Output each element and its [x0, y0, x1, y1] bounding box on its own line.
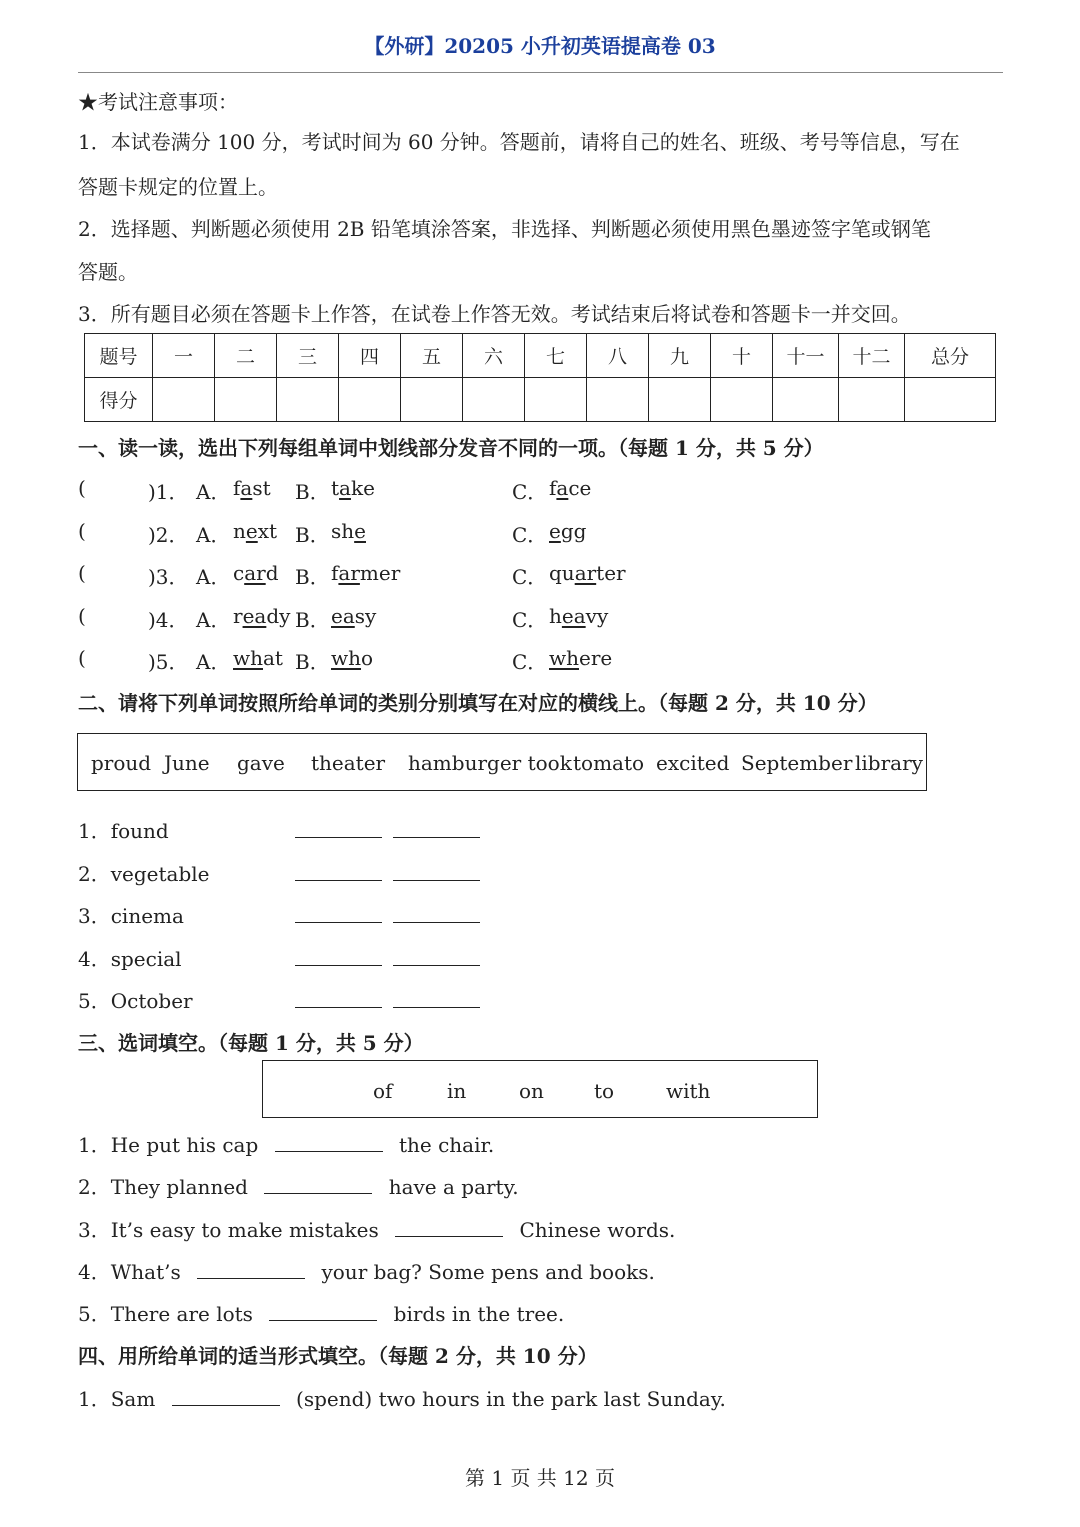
sentence-after: Chinese words. [519, 1218, 676, 1242]
header-divider [78, 72, 1003, 73]
fill-sentence [78, 1214, 675, 1243]
answer-blank[interactable] [393, 837, 480, 838]
category-row [78, 815, 498, 841]
answer-blank[interactable] [197, 1259, 305, 1279]
sentence-after: (spend) two hours in the park last Sunday. [296, 1387, 726, 1411]
word-part: gg [560, 519, 587, 543]
word-bank-item: excited [656, 751, 730, 775]
word-part: mer [359, 561, 401, 585]
word-part: c [233, 561, 245, 585]
category-word: 1．found [78, 819, 169, 843]
word-part: ter [596, 561, 626, 585]
category-word: 4．special [78, 947, 182, 971]
word-part: sy [354, 604, 377, 628]
score-cell [839, 378, 905, 422]
answer-blank[interactable] [295, 837, 382, 838]
answer-paren-open[interactable]: ( [78, 561, 86, 585]
word-bank-item: on [519, 1079, 544, 1103]
underlined-letters: wh [331, 646, 361, 670]
sentence-before: 5．There are lots [78, 1302, 253, 1326]
sentence-after: birds in the tree. [393, 1302, 565, 1326]
option-c-label: C． [512, 523, 548, 547]
score-table-header-row [85, 334, 996, 378]
answer-blank[interactable] [264, 1174, 372, 1194]
underlined-letters: a [556, 476, 569, 500]
score-table-column: 十一 [773, 334, 839, 378]
answer-blank[interactable] [393, 1007, 480, 1008]
score-table-column: 五 [401, 334, 463, 378]
option-b-label: B． [295, 523, 330, 547]
score-table-column: 九 [649, 334, 711, 378]
word-part: d [265, 561, 279, 585]
word-bank-item: library [855, 751, 923, 775]
answer-blank[interactable] [393, 880, 480, 881]
question-number: )5． [148, 650, 189, 674]
score-cell [401, 378, 463, 422]
word-part: f [233, 476, 241, 500]
answer-paren-open[interactable]: ( [78, 476, 86, 500]
score-table-row-head: 得分 [85, 378, 153, 422]
word-bank-item: proud [91, 751, 152, 775]
option-c-label: C． [512, 480, 548, 504]
sentence-before: 2．They planned [78, 1175, 248, 1199]
underlined-letters: ar [338, 561, 360, 585]
sentence-before: 1．He put his cap [78, 1133, 259, 1157]
option-b-word [331, 646, 373, 670]
option-a-word [233, 476, 271, 500]
page-header-title: 【外研】20205 小升初英语提高卷 03 [364, 34, 716, 58]
answer-blank[interactable] [393, 965, 480, 966]
score-cell [711, 378, 773, 422]
category-word: 2．vegetable [78, 862, 210, 886]
category-row [78, 900, 498, 926]
sentence-before: 1．Sam [78, 1387, 156, 1411]
category-row [78, 943, 498, 969]
option-b-label: B． [295, 565, 330, 589]
underlined-letters: e [549, 519, 561, 543]
score-cell [773, 378, 839, 422]
word-part: dy [266, 604, 291, 628]
notice-line: 答题卡规定的位置上。 [78, 175, 278, 199]
word-part: ce [568, 476, 592, 500]
fill-sentence [78, 1256, 655, 1285]
notice-line: 3．所有题目必须在答题卡上作答，在试卷上作答无效。考试结束后将试卷和答题卡一并交回。 [78, 302, 911, 326]
word-part: r [233, 604, 243, 628]
fill-sentence [78, 1298, 564, 1327]
word-part: qu [549, 561, 575, 585]
question-row [78, 604, 978, 630]
option-c-word [549, 519, 586, 543]
question-row [78, 519, 978, 545]
answer-blank[interactable] [295, 880, 382, 881]
option-b-word [331, 561, 400, 585]
option-a-label: A． [196, 608, 231, 632]
score-table-column: 四 [339, 334, 401, 378]
score-cell [339, 378, 401, 422]
category-word: 3．cinema [78, 904, 184, 928]
score-cell [649, 378, 711, 422]
score-table-column: 三 [277, 334, 339, 378]
option-a-word [233, 519, 277, 543]
underlined-letters: ea [242, 604, 267, 628]
word-bank-item: hamburger took [408, 751, 572, 775]
fill-sentence [78, 1171, 519, 1200]
question-row [78, 476, 978, 502]
underlined-letters: ea [331, 604, 355, 628]
option-a-label: A． [196, 480, 231, 504]
notice-heading: ★考试注意事项： [78, 90, 238, 114]
category-word: 5．October [78, 989, 193, 1013]
option-c-word [549, 561, 626, 585]
section1-title: 一、读一读，选出下列每组单词中划线部分发音不同的一项。（每题 1 分，共 5 分） [78, 436, 824, 460]
score-table-score-row [85, 378, 996, 422]
section2-word-box [77, 733, 927, 791]
word-bank-item: tomato [573, 751, 645, 775]
underlined-letters: wh [549, 646, 579, 670]
option-a-word [233, 604, 290, 628]
answer-blank[interactable] [295, 965, 382, 966]
word-part: at [263, 646, 283, 670]
word-bank-item: theater [311, 751, 386, 775]
option-c-word [549, 604, 608, 628]
score-cell [525, 378, 587, 422]
word-bank-item: September [741, 751, 853, 775]
sentence-after: the chair. [398, 1133, 495, 1157]
notice-line: 答题。 [78, 260, 138, 284]
answer-paren-open[interactable]: ( [78, 519, 86, 543]
category-row [78, 985, 498, 1011]
score-table [84, 333, 996, 422]
word-bank-item: in [447, 1079, 467, 1103]
word-part: vy [585, 604, 609, 628]
score-cell [587, 378, 649, 422]
word-part: o [361, 646, 374, 670]
underlined-letters: ar [574, 561, 597, 585]
section2-title: 二、请将下列单词按照所给单词的类别分别填写在对应的横线上。（每题 2 分，共 10 分） [78, 691, 878, 715]
option-c-label: C． [512, 608, 548, 632]
option-b-label: B． [295, 608, 330, 632]
word-part: f [549, 476, 557, 500]
option-b-word [331, 476, 375, 500]
answer-blank[interactable] [395, 1217, 503, 1237]
word-part: t [331, 476, 340, 500]
underlined-letters: a [339, 476, 351, 500]
score-table-column: 总分 [905, 334, 996, 378]
question-number: )4． [148, 608, 189, 632]
score-cell [153, 378, 215, 422]
page-footer: 第 1 页 共 12 页 [465, 1466, 615, 1490]
answer-blank[interactable] [269, 1301, 377, 1321]
option-a-label: A． [196, 565, 231, 589]
underlined-letters: a [240, 476, 253, 500]
answer-paren-open[interactable]: ( [78, 604, 86, 628]
word-part: sh [331, 519, 355, 543]
option-a-word [233, 561, 279, 585]
notice-line: 1．本试卷满分 100 分，考试时间为 60 分钟。答题前，请将自己的姓名、班级、考号等信息，写在 [78, 130, 960, 154]
word-part: h [549, 604, 562, 628]
answer-blank[interactable] [275, 1132, 383, 1152]
option-b-label: B． [295, 650, 330, 674]
option-a-label: A． [196, 523, 231, 547]
section3-title: 三、选词填空。（每题 1 分，共 5 分） [78, 1031, 424, 1055]
answer-blank[interactable] [295, 922, 382, 923]
underlined-letters: e [354, 519, 366, 543]
sentence-after: your bag? Some pens and books. [321, 1260, 655, 1284]
score-cell [277, 378, 339, 422]
question-number: )1． [148, 480, 189, 504]
word-bank-item: gave [237, 751, 285, 775]
word-bank-item: with [666, 1079, 711, 1103]
question-row [78, 561, 978, 587]
notice-line: 2．选择题、判断题必须使用 2B 铅笔填涂答案，非选择、判断题必须使用黑色墨迹签字笔或钢笔 [78, 217, 931, 241]
score-table-column: 八 [587, 334, 649, 378]
option-c-label: C． [512, 565, 548, 589]
question-row [78, 646, 978, 672]
word-bank-item: of [373, 1079, 393, 1103]
question-number: )2． [148, 523, 189, 547]
option-b-word [331, 604, 376, 628]
word-bank-item: June [164, 751, 210, 775]
word-bank-item: to [594, 1079, 615, 1103]
score-table-column: 十 [711, 334, 773, 378]
option-c-label: C． [512, 650, 548, 674]
score-cell [463, 378, 525, 422]
fill-sentence [78, 1129, 494, 1158]
sentence-before: 3．It’s easy to make mistakes [78, 1218, 379, 1242]
question-number: )3． [148, 565, 189, 589]
word-part: n [233, 519, 246, 543]
word-part: st [252, 476, 271, 500]
underlined-letters: ea [561, 604, 586, 628]
answer-blank[interactable] [295, 1007, 382, 1008]
answer-paren-open[interactable]: ( [78, 646, 86, 670]
underlined-letters: ar [244, 561, 266, 585]
score-cell [215, 378, 277, 422]
score-table-column: 六 [463, 334, 525, 378]
option-a-label: A． [196, 650, 231, 674]
answer-blank[interactable] [393, 922, 480, 923]
word-part: ere [579, 646, 613, 670]
option-b-word [331, 519, 366, 543]
word-part: ke [350, 476, 375, 500]
sentence-before: 4．What’s [78, 1260, 181, 1284]
option-c-word [549, 476, 591, 500]
category-row [78, 858, 498, 884]
score-table-column: 一 [153, 334, 215, 378]
score-table-row-head: 题号 [85, 334, 153, 378]
fill-sentence [78, 1383, 726, 1412]
option-c-word [549, 646, 612, 670]
word-part: xt [257, 519, 278, 543]
score-table-column: 十二 [839, 334, 905, 378]
score-table-column: 七 [525, 334, 587, 378]
underlined-letters: e [245, 519, 258, 543]
section3-word-box [262, 1060, 818, 1118]
option-a-word [233, 646, 283, 670]
section4-title: 四、用所给单词的适当形式填空。（每题 2 分，共 10 分） [78, 1344, 598, 1368]
answer-blank[interactable] [172, 1386, 280, 1406]
sentence-after: have a party. [388, 1175, 519, 1199]
underlined-letters: wh [233, 646, 263, 670]
word-part: f [331, 561, 339, 585]
option-b-label: B． [295, 480, 330, 504]
score-cell [905, 378, 996, 422]
score-table-column: 二 [215, 334, 277, 378]
